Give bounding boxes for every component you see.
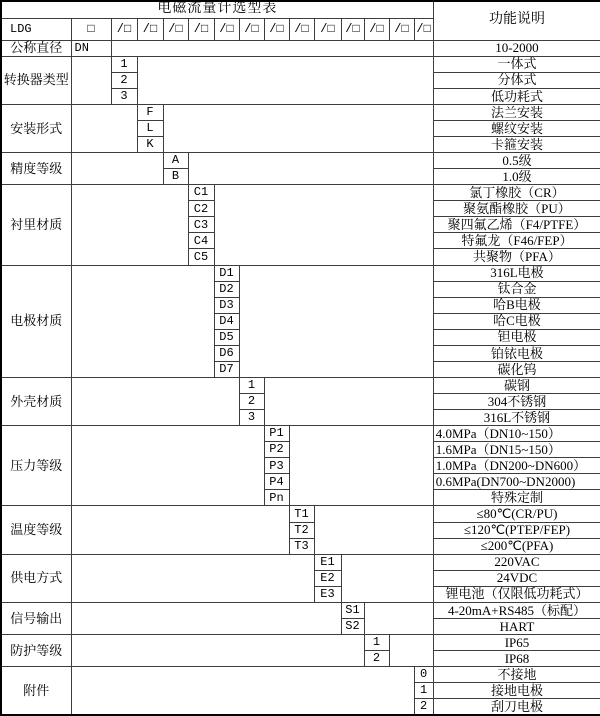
- label-housing-material: 外壳材质: [1, 377, 71, 425]
- label-accuracy-class: 精度等级: [1, 153, 71, 185]
- desc-cell: 316L电极: [433, 265, 600, 281]
- code-cell: 1: [364, 634, 389, 650]
- code-cell: E2: [314, 570, 341, 586]
- desc-cell: 氯丁橡胶（CR）: [433, 185, 600, 201]
- code-cell: D4: [214, 313, 239, 329]
- code-cell: F: [137, 104, 163, 120]
- blank-cell: [163, 104, 433, 152]
- label-temperature-rating: 温度等级: [1, 506, 71, 554]
- model-code-slot: /□: [341, 18, 364, 40]
- model-code-slot: /□: [364, 18, 389, 40]
- desc-cell: IP65: [433, 634, 600, 650]
- code-cell: 2: [364, 651, 389, 667]
- code-cell: 1: [414, 683, 433, 699]
- desc-cell: 刮刀电极: [433, 699, 600, 715]
- desc-cell: 1.6MPa（DN15~150）: [433, 442, 600, 458]
- blank-cell: [341, 554, 433, 602]
- code-cell: B: [163, 169, 188, 185]
- desc-cell: ≤80℃(CR/PU): [433, 506, 600, 522]
- desc-cell: 220VAC: [433, 554, 600, 570]
- desc-cell: IP68: [433, 651, 600, 667]
- model-prefix: LDG: [1, 18, 71, 40]
- desc-cell: 特氟龙（F46/FEP）: [433, 233, 600, 249]
- blank-cell: [71, 265, 214, 377]
- code-cell: 2: [414, 699, 433, 715]
- desc-cell: ≤120℃(PTEP/FEP): [433, 522, 600, 538]
- label-signal-output: 信号输出: [1, 602, 71, 634]
- desc-cell: HART: [433, 618, 600, 634]
- blank-cell: [264, 377, 433, 425]
- blank-cell: [364, 602, 433, 634]
- code-cell: S1: [341, 602, 364, 618]
- label-electrode-material: 电极材质: [1, 265, 71, 377]
- code-cell: D3: [214, 297, 239, 313]
- desc-cell: 4-20mA+RS485（标配）: [433, 602, 600, 618]
- diameter-code: DN: [71, 40, 111, 56]
- desc-cell: 特殊定制: [433, 490, 600, 506]
- blank-cell: [188, 153, 433, 185]
- label-protection-class: 防护等级: [1, 634, 71, 666]
- code-cell: C5: [188, 249, 214, 265]
- desc-cell: 法兰安装: [433, 104, 600, 120]
- code-cell: D7: [214, 361, 239, 377]
- code-cell: P1: [264, 426, 289, 442]
- desc-cell: 不接地: [433, 667, 600, 683]
- desc-cell: 1.0级: [433, 169, 600, 185]
- blank-cell: [71, 506, 289, 554]
- code-cell: S2: [341, 618, 364, 634]
- model-code-slot: /□: [137, 18, 163, 40]
- code-cell: E1: [314, 554, 341, 570]
- code-cell: P4: [264, 474, 289, 490]
- desc-cell: 接地电极: [433, 683, 600, 699]
- code-cell: K: [137, 137, 163, 153]
- blank-cell: [71, 377, 239, 425]
- label-pressure-rating: 压力等级: [1, 426, 71, 506]
- blank-cell: [71, 667, 414, 715]
- code-cell: A: [163, 153, 188, 169]
- blank-cell: [389, 634, 433, 666]
- code-cell: P3: [264, 458, 289, 474]
- desc-cell: 钛合金: [433, 281, 600, 297]
- label-accessories: 附件: [1, 667, 71, 715]
- model-code-slot: /□: [264, 18, 289, 40]
- code-cell: 3: [111, 88, 137, 104]
- desc-cell: 4.0MPa（DN10~150）: [433, 426, 600, 442]
- code-cell: Pn: [264, 490, 289, 506]
- blank-cell: [111, 40, 433, 56]
- code-cell: D6: [214, 345, 239, 361]
- label-liner-material: 衬里材质: [1, 185, 71, 265]
- code-cell: D1: [214, 265, 239, 281]
- code-cell: L: [137, 120, 163, 136]
- code-cell: T3: [289, 538, 314, 554]
- model-code-slot: /□: [188, 18, 214, 40]
- desc-cell: 304不锈钢: [433, 394, 600, 410]
- label-power-supply: 供电方式: [1, 554, 71, 602]
- desc-cell: 碳化钨: [433, 361, 600, 377]
- desc-cell: 0.5级: [433, 153, 600, 169]
- model-code-slot: /□: [289, 18, 314, 40]
- label-nominal-diameter: 公称直径: [1, 40, 71, 56]
- desc-cell: 铂铱电极: [433, 345, 600, 361]
- blank-cell: [71, 426, 264, 506]
- desc-cell: 聚氨酯橡胶（PU）: [433, 201, 600, 217]
- table-title: 电磁流量计选型表: [1, 1, 433, 18]
- model-code-slot: /□: [414, 18, 433, 40]
- code-cell: D2: [214, 281, 239, 297]
- desc-cell: 锂电池（仅限低功耗式）: [433, 586, 600, 602]
- model-base-slot: □: [71, 18, 111, 40]
- desc-cell: 24VDC: [433, 570, 600, 586]
- desc-cell: 分体式: [433, 72, 600, 88]
- code-cell: E3: [314, 586, 341, 602]
- model-code-slot: /□: [239, 18, 264, 40]
- desc-cell: 螺纹安装: [433, 120, 600, 136]
- blank-cell: [137, 56, 433, 104]
- blank-cell: [71, 56, 111, 104]
- code-cell: T2: [289, 522, 314, 538]
- code-cell: 3: [239, 410, 264, 426]
- model-code-slot: /□: [163, 18, 188, 40]
- desc-cell: 哈C电极: [433, 313, 600, 329]
- code-cell: C4: [188, 233, 214, 249]
- blank-cell: [314, 506, 433, 554]
- desc-cell: 0.6MPa(DN700~DN2000): [433, 474, 600, 490]
- code-cell: 1: [111, 56, 137, 72]
- blank-cell: [71, 602, 341, 634]
- blank-cell: [71, 185, 188, 265]
- code-cell: 2: [239, 394, 264, 410]
- desc-cell: 共聚物（PFA）: [433, 249, 600, 265]
- model-code-slot: /□: [214, 18, 239, 40]
- code-cell: T1: [289, 506, 314, 522]
- code-cell: C1: [188, 185, 214, 201]
- desc-cell: 316L不锈钢: [433, 410, 600, 426]
- desc-cell: 聚四氟乙烯（F4/PTFE）: [433, 217, 600, 233]
- desc-cell: 钽电极: [433, 329, 600, 345]
- desc-cell: 碳钢: [433, 377, 600, 393]
- desc-cell: 哈B电极: [433, 297, 600, 313]
- desc-cell: 一体式: [433, 56, 600, 72]
- diameter-desc: 10-2000: [433, 40, 600, 56]
- blank-cell: [71, 104, 137, 152]
- code-cell: C2: [188, 201, 214, 217]
- blank-cell: [71, 153, 163, 185]
- blank-cell: [239, 265, 433, 377]
- label-converter-type: 转换器类型: [1, 56, 71, 104]
- code-cell: D5: [214, 329, 239, 345]
- code-cell: P2: [264, 442, 289, 458]
- model-code-slot: /□: [314, 18, 341, 40]
- code-cell: 0: [414, 667, 433, 683]
- desc-cell: ≤200℃(PFA): [433, 538, 600, 554]
- code-cell: C3: [188, 217, 214, 233]
- desc-cell: 1.0MPa（DN200~DN600）: [433, 458, 600, 474]
- blank-cell: [214, 185, 433, 265]
- model-code-slot: /□: [389, 18, 414, 40]
- blank-cell: [289, 426, 433, 506]
- function-column-header: 功能说明: [433, 1, 600, 40]
- code-cell: 1: [239, 377, 264, 393]
- code-cell: 2: [111, 72, 137, 88]
- blank-cell: [71, 554, 314, 602]
- model-code-slot: /□: [111, 18, 137, 40]
- desc-cell: 低功耗式: [433, 88, 600, 104]
- desc-cell: 卡箍安装: [433, 137, 600, 153]
- label-installation-type: 安装形式: [1, 104, 71, 152]
- blank-cell: [71, 634, 364, 666]
